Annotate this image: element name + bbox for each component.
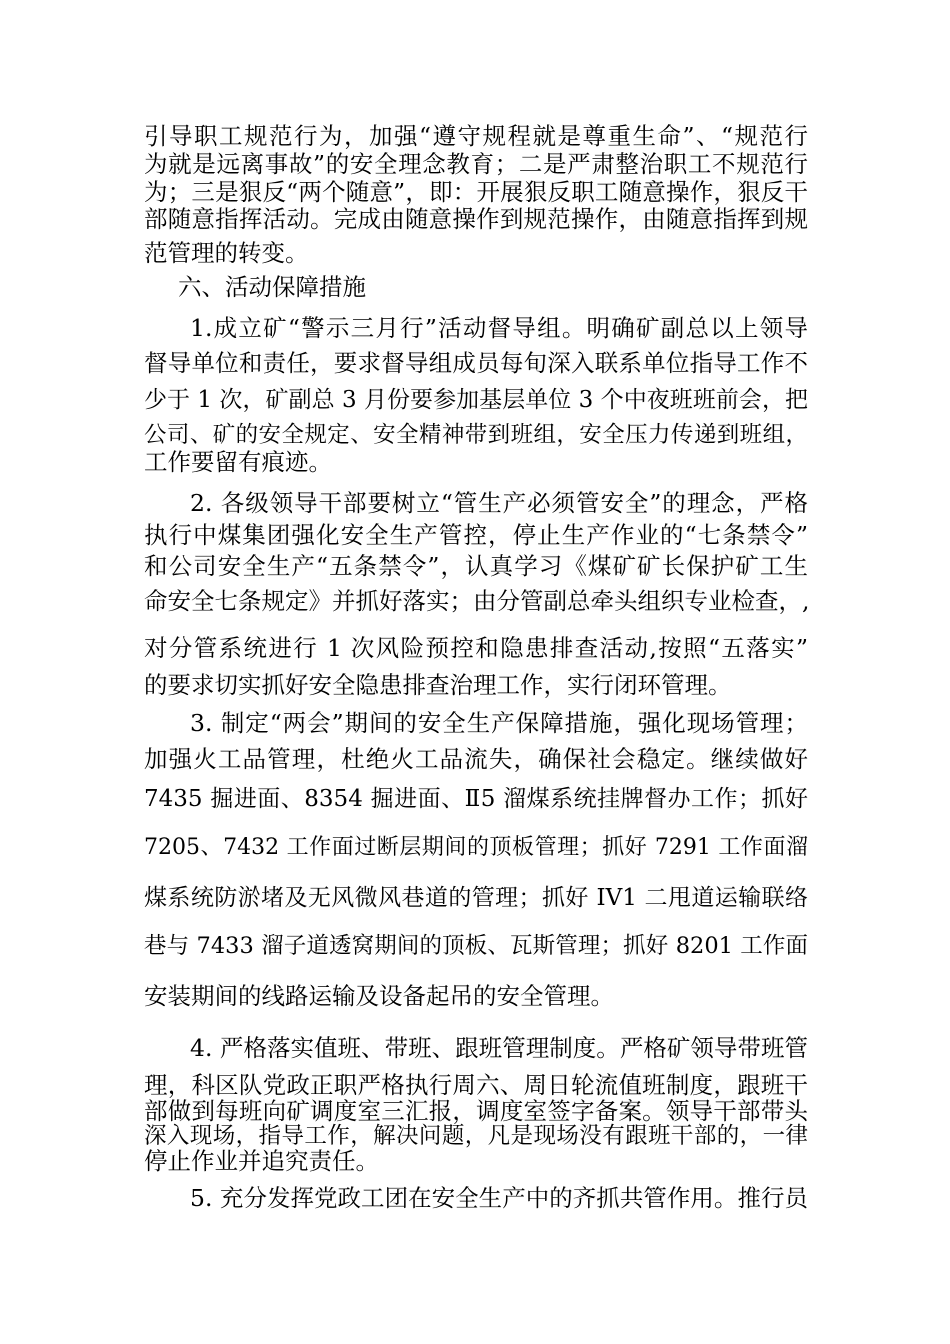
- text-line: 对分管系统进行 1 次风险预控和隐患排查活动,按照“五落实”: [144, 634, 808, 662]
- text-line: 的要求切实抓好安全隐患排查治理工作，实行闭环管理。: [144, 671, 732, 699]
- text-line: 范管理的转变。: [144, 239, 309, 267]
- text-line: 少于 1 次，矿副总 3 月份要参加基层单位 3 个中夜班班前会，把: [144, 387, 808, 413]
- text-line: 和公司安全生产“五条禁令”，认真学习《煤矿矿长保护矿工生: [144, 552, 808, 580]
- text-line: 7205、7432 工作面过断层期间的顶板管理；抓好 7291 工作面溜: [144, 835, 808, 860]
- text-line: 安装期间的线路运输及设备起吊的安全管理。: [144, 982, 614, 1010]
- text-line: 为；三是狠反“两个随意”，即：开展狠反职工随意操作，狠反干: [144, 178, 808, 206]
- text-line: 停止作业并追究责任。: [144, 1147, 379, 1175]
- text-line: 命安全七条规定》并抓好落实；由分管副总牵头组织专业检查，,: [144, 587, 810, 615]
- text-line: 巷与 7433 溜子道透窝期间的顶板、瓦斯管理；抓好 8201 工作面: [144, 933, 808, 959]
- text-line: 加强火工品管理，杜绝火工品流失，确保社会稳定。继续做好: [144, 745, 808, 773]
- text-line: 3. 制定“两会”期间的安全生产保障措施，强化现场管理；: [190, 709, 808, 737]
- text-line: 部随意指挥活动。完成由随意操作到规范操作，由随意指挥到规: [144, 205, 808, 233]
- text-line: 为就是远离事故”的安全理念教育；二是严肃整治职工不规范行: [144, 150, 808, 178]
- text-line: 5. 充分发挥党政工团在安全生产中的齐抓共管作用。推行员: [190, 1184, 808, 1212]
- text-line: 理，科区队党政正职严格执行周六、周日轮流值班制度，跟班干: [144, 1071, 808, 1099]
- section-heading: 六、活动保障措施: [178, 273, 366, 301]
- text-line: 部做到每班向矿调度室三汇报，调度室签字备案。领导干部带头: [144, 1097, 808, 1125]
- text-line: 2. 各级领导干部要树立“管生产必须管安全”的理念，严格: [190, 489, 808, 517]
- text-line: 公司、矿的安全规定、安全精神带到班组，安全压力传递到班组，: [144, 422, 808, 448]
- text-line: 4. 严格落实值班、带班、跟班管理制度。严格矿领导带班管: [190, 1034, 808, 1062]
- text-line: 1.成立矿“警示三月行”活动督导组。明确矿副总以上领导: [190, 314, 808, 342]
- text-line: 深入现场，指导工作，解决问题，凡是现场没有跟班干部的，一律: [144, 1123, 808, 1149]
- text-line: 督导单位和责任，要求督导组成员每旬深入联系单位指导工作不: [144, 349, 808, 377]
- text-line: 煤系统防淤堵及无风微风巷道的管理；抓好 IV1 二甩道运输联络: [144, 885, 808, 911]
- text-line: 工作要留有痕迹。: [144, 448, 332, 476]
- text-line: 执行中煤集团强化安全生产管控，停止生产作业的“七条禁令”: [144, 521, 808, 549]
- text-line: 7435 掘进面、8354 掘进面、Ⅱ5 溜煤系统挂牌督办工作；抓好: [144, 786, 808, 812]
- text-line: 引导职工规范行为，加强“遵守规程就是尊重生命”、“规范行: [144, 122, 808, 150]
